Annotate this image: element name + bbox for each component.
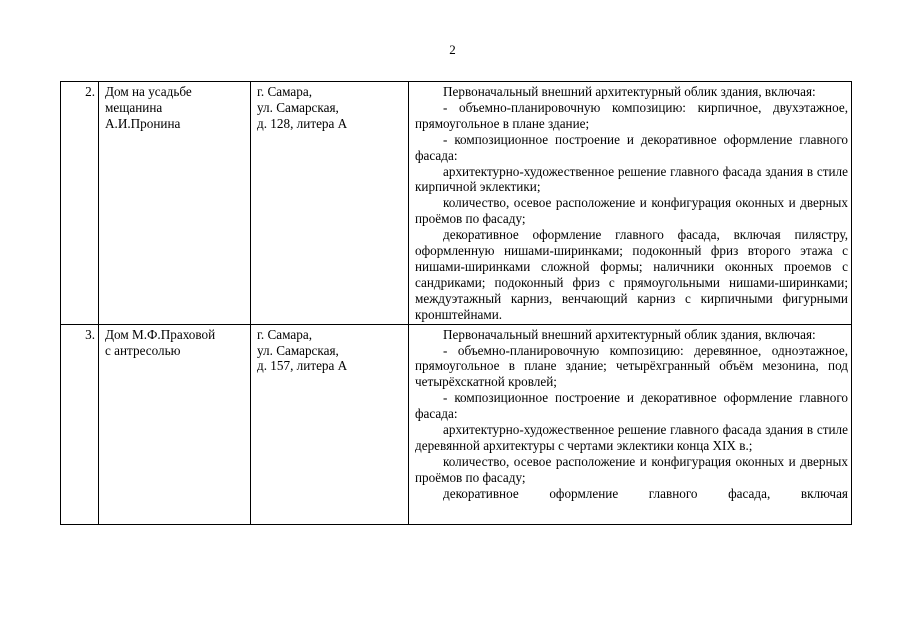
description-paragraph: Первоначальный внешний архитектурный облик здания, включая: <box>443 84 816 99</box>
protection-subject <box>409 82 852 325</box>
object-name-line: с антресолью <box>105 342 181 358</box>
description-paragraph: архитектурно-художественное решение главного фасада здания в стиле деревянной архитектуры с чертами эклектики конца XIX в.; <box>415 422 848 453</box>
object-address <box>251 324 409 524</box>
description-paragraph: количество, осевое расположение и конфигурация оконных и дверных проёмов по фасаду; <box>415 195 848 227</box>
address-line: д. 128, литера А <box>257 115 348 131</box>
object-address <box>251 82 409 325</box>
description-clip <box>415 327 848 523</box>
row-number: 3. <box>61 324 99 524</box>
description-paragraph: количество, осевое расположение и конфигурация оконных и дверных проёмов по фасаду; <box>415 453 848 485</box>
address-line: ул. Самарская, <box>257 99 339 115</box>
address-line: г. Самара, <box>257 326 313 342</box>
object-name-line: мещанина <box>105 99 163 115</box>
description-paragraph: декоративное оформление главного фасада, включая <box>443 485 848 501</box>
object-name-line: Дом на усадьбе <box>105 84 192 99</box>
protection-subject <box>409 324 852 524</box>
object-name-line: А.И.Пронина <box>105 115 181 131</box>
description-paragraph: Первоначальный внешний архитектурный облик здания, включая: <box>443 326 816 342</box>
table-row <box>61 324 852 524</box>
address-line: ул. Самарская, <box>257 342 339 358</box>
object-name-line: Дом М.Ф.Праховой <box>105 326 216 342</box>
heritage-objects-table <box>60 81 852 525</box>
description-paragraph: декоративное оформление главного фасада, включая пилястру, оформленную нишами-ширинками; подоконный фриз второго этажа с нишами-ширинками сложной формы; наличники оконных проемов с сандриками; подоконный фриз с прямоугольными нишами-ширинками; междуэтажный карниз, венчающий карниз с кирпичными фигурными кронштейнами. <box>415 227 848 322</box>
description-paragraph: архитектурно-художественное решение главного фасада здания в стиле кирпичной эклектики; <box>415 163 848 195</box>
description-paragraph: - композиционное построение и декоративное оформление главного фасада: <box>415 390 848 422</box>
address-line: г. Самара, <box>257 84 313 99</box>
description-paragraph: - композиционное построение и декоративное оформление главного фасада: <box>415 131 848 163</box>
description-paragraph: - объемно-планировочную композицию: кирпичное, двухэтажное, прямоугольное в плане здание; <box>415 99 848 131</box>
description-paragraph: - объемно-планировочную композицию: деревянное, одноэтажное, прямоугольное в плане здание; четырёхгранный объём мезонина, под четырёхскатной кровлей; <box>415 342 848 390</box>
page-number: 2 <box>449 42 456 57</box>
row-number: 2. <box>61 82 99 325</box>
object-name <box>99 324 251 524</box>
address-line: д. 157, литера А <box>257 358 348 374</box>
table-row <box>61 82 852 325</box>
object-name <box>99 82 251 325</box>
